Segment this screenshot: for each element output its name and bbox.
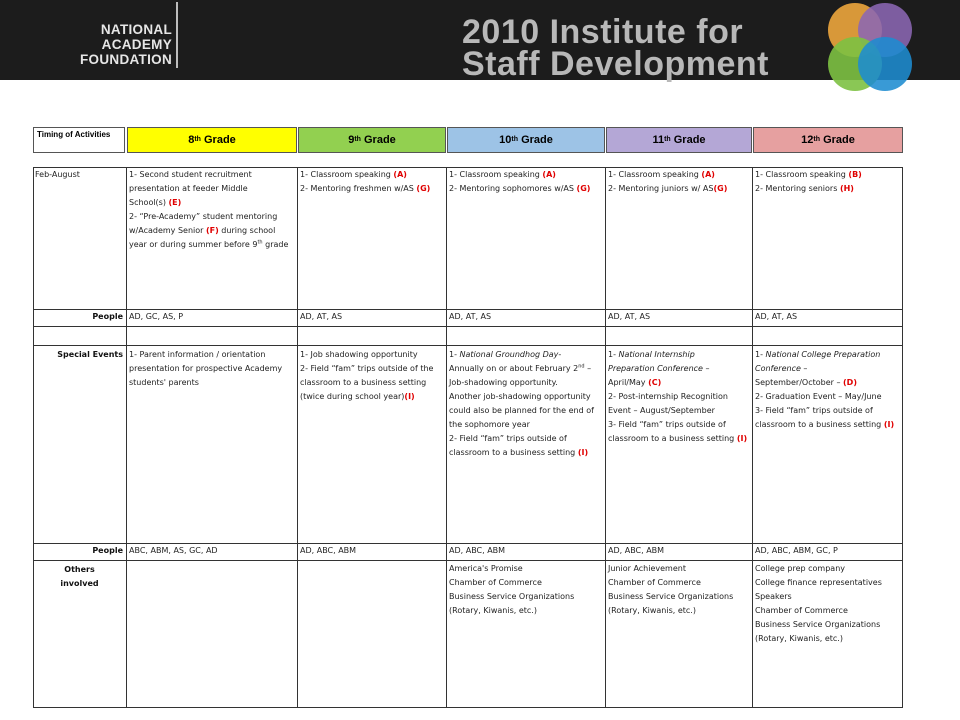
special-events-grade-10 bbox=[447, 348, 605, 460]
activity-line bbox=[300, 390, 446, 404]
grade-8-header: 8 th Grade bbox=[127, 127, 297, 153]
activity-line: the sophomore year bbox=[449, 420, 530, 429]
activity-code: (B) bbox=[848, 170, 862, 179]
special-events-grade-9 bbox=[298, 348, 446, 404]
activity-line bbox=[608, 348, 752, 362]
activity-code: (E) bbox=[168, 198, 182, 207]
banner-divider bbox=[176, 2, 178, 68]
banner-title bbox=[462, 13, 769, 83]
people-grade-8: ABC, ABM, AS, GC, AD bbox=[129, 546, 218, 555]
activity-text: 1- bbox=[755, 350, 766, 359]
people-grade-12: AD, AT, AS bbox=[755, 312, 798, 321]
activity-text: classroom to a business setting bbox=[608, 434, 737, 443]
activity-line bbox=[449, 168, 605, 182]
activity-line: presentation at feeder Middle bbox=[129, 184, 248, 193]
organization: (Rotary, Kiwanis, etc.) bbox=[608, 606, 696, 615]
grade-num: 8 bbox=[188, 134, 195, 146]
event-name: National College Preparation bbox=[765, 350, 881, 359]
grade-11-header: 11 th Grade bbox=[606, 127, 752, 153]
feb-august-grade-9 bbox=[298, 168, 446, 196]
activity-code: (I) bbox=[736, 434, 748, 443]
activity-code: (C) bbox=[648, 378, 662, 387]
activity-line: 2- Graduation Event – May/June bbox=[755, 392, 882, 401]
organization: Chamber of Commerce bbox=[608, 578, 701, 587]
grade-10-header: 10 th Grade bbox=[447, 127, 605, 153]
activity-line: Event – August/September bbox=[608, 406, 715, 415]
activity-text: 1- Classroom speaking bbox=[300, 170, 394, 179]
activity-line: students' parents bbox=[129, 378, 199, 387]
feb-august-grade-12 bbox=[753, 168, 902, 196]
activity-text: during school bbox=[218, 226, 276, 235]
activity-text: 1- bbox=[608, 350, 619, 359]
activity-code: (G) bbox=[576, 184, 591, 193]
organization: Speakers bbox=[755, 592, 792, 601]
others-grade-10 bbox=[447, 562, 605, 618]
activity-text: 1- bbox=[449, 350, 460, 359]
activity-text: classroom to a business setting bbox=[755, 420, 884, 429]
activity-line: 1- Parent information / orientation bbox=[129, 350, 266, 359]
activity-line: could also be planned for the end of bbox=[449, 406, 594, 415]
table-rule bbox=[33, 326, 903, 327]
people-grade-8: AD, GC, AS, P bbox=[129, 312, 184, 321]
activity-line bbox=[755, 418, 902, 432]
grade-num: 9 bbox=[348, 134, 355, 146]
activity-text: Annually on or about February 2 bbox=[449, 364, 579, 373]
logo-circle-blue bbox=[858, 37, 912, 91]
activity-line: 3- Field “fam” trips outside of bbox=[608, 420, 726, 429]
activity-text: - bbox=[558, 350, 562, 359]
activity-line bbox=[608, 362, 752, 376]
organization: College finance representatives bbox=[755, 578, 882, 587]
feb-august-grade-11 bbox=[606, 168, 752, 196]
table-rule bbox=[33, 345, 903, 346]
activity-line bbox=[300, 168, 446, 182]
feb-august-grade-8 bbox=[127, 168, 297, 252]
activity-text: 2- Mentoring seniors bbox=[755, 184, 840, 193]
grade-num: 10 bbox=[499, 134, 512, 146]
activity-text: grade bbox=[262, 240, 289, 249]
activity-code: (I) bbox=[404, 392, 415, 401]
activity-line: 1- Second student recruitment bbox=[129, 170, 252, 179]
activity-code: (A) bbox=[701, 170, 715, 179]
activity-line bbox=[755, 348, 902, 362]
table-rule bbox=[902, 167, 903, 707]
activity-code: (F) bbox=[205, 226, 219, 235]
activity-line: classroom to a business setting bbox=[300, 378, 427, 387]
activity-code: (A) bbox=[542, 170, 556, 179]
activity-text: – bbox=[584, 364, 592, 373]
organization: Business Service Organizations bbox=[755, 620, 881, 629]
feb-august-label bbox=[33, 168, 125, 182]
row-label: Feb-August bbox=[35, 170, 80, 179]
activity-text: School(s) bbox=[129, 198, 169, 207]
activity-text: 1- Classroom speaking bbox=[755, 170, 849, 179]
activity-code: (A) bbox=[393, 170, 407, 179]
table-rule bbox=[297, 167, 298, 707]
activity-text: April/May bbox=[608, 378, 649, 387]
grade-label: Grade bbox=[823, 134, 855, 146]
activity-line: Another job-shadowing opportunity bbox=[449, 392, 591, 401]
activity-line bbox=[129, 238, 297, 252]
activity-text: September/October – bbox=[755, 378, 844, 387]
activity-code: (I) bbox=[883, 420, 895, 429]
others-grade-12 bbox=[753, 562, 902, 646]
activity-text: classroom to a business setting bbox=[449, 448, 578, 457]
activity-line bbox=[129, 224, 297, 238]
activity-line bbox=[755, 168, 902, 182]
others-grade-11 bbox=[606, 562, 752, 618]
feb-august-grade-10 bbox=[447, 168, 605, 196]
table-rule bbox=[33, 707, 903, 708]
people-label: People bbox=[92, 546, 123, 555]
activity-line: 3- Field “fam” trips outside of bbox=[755, 406, 873, 415]
timing-of-activities-header bbox=[33, 127, 125, 153]
activity-text: 2- Mentoring juniors w/ AS bbox=[608, 184, 714, 193]
activity-line bbox=[608, 168, 752, 182]
people-grade-10: AD, AT, AS bbox=[449, 312, 492, 321]
activity-line bbox=[755, 376, 902, 390]
organization: Chamber of Commerce bbox=[755, 606, 848, 615]
organization: (Rotary, Kiwanis, etc.) bbox=[449, 606, 537, 615]
activity-text: (twice during school year) bbox=[300, 392, 405, 401]
institute-logo-circles bbox=[810, 0, 930, 100]
grade-label: Grade bbox=[673, 134, 706, 146]
others-involved-label bbox=[33, 563, 126, 591]
grade-12-header: 12 th Grade bbox=[753, 127, 903, 153]
people-grade-11: AD, AT, AS bbox=[608, 312, 651, 321]
special-events-label: Special Events bbox=[57, 350, 123, 359]
activity-code: (G) bbox=[713, 184, 728, 193]
activity-line bbox=[449, 182, 605, 196]
special-events-grade-11 bbox=[606, 348, 752, 446]
activity-text: 1- Classroom speaking bbox=[608, 170, 702, 179]
activity-line: Job-shadowing opportunity. bbox=[449, 378, 558, 387]
activity-text: 1- Classroom speaking bbox=[449, 170, 543, 179]
activity-line bbox=[300, 182, 446, 196]
organization: Business Service Organizations bbox=[608, 592, 734, 601]
naf-line: NATIONAL bbox=[100, 22, 172, 37]
activity-line bbox=[755, 362, 902, 376]
grade-label: Grade bbox=[204, 134, 236, 146]
activity-line bbox=[449, 362, 605, 376]
special-events-grade-8 bbox=[127, 348, 297, 390]
organization: (Rotary, Kiwanis, etc.) bbox=[755, 634, 843, 643]
activity-code: (H) bbox=[839, 184, 854, 193]
activity-line bbox=[129, 196, 297, 210]
activity-text: 2- Mentoring freshmen w/AS bbox=[300, 184, 417, 193]
grade-label: Grade bbox=[521, 134, 553, 146]
naf-line: ACADEMY bbox=[101, 37, 172, 52]
superscript: nd bbox=[578, 363, 585, 370]
table-rule bbox=[33, 167, 34, 707]
timing-label: Timing of Activities bbox=[37, 130, 111, 139]
people-grade-12: AD, ABC, ABM, GC, P bbox=[755, 546, 838, 555]
activity-text: – bbox=[702, 364, 710, 373]
table-rule bbox=[33, 560, 903, 561]
event-name: Preparation Conference bbox=[608, 364, 703, 373]
people-grade-10: AD, ABC, ABM bbox=[449, 546, 506, 555]
grade-num: 12 bbox=[801, 134, 814, 146]
activity-line bbox=[608, 376, 752, 390]
banner-title-line: 2010 Institute for bbox=[462, 13, 744, 51]
activity-code: (I) bbox=[577, 448, 589, 457]
grade-label: Grade bbox=[364, 134, 396, 146]
activity-line: presentation for prospective Academy bbox=[129, 364, 283, 373]
activity-line bbox=[755, 182, 902, 196]
grade-9-header: 9 th Grade bbox=[298, 127, 446, 153]
people-grade-9: AD, ABC, ABM bbox=[300, 546, 357, 555]
organization: Junior Achievement bbox=[608, 564, 686, 573]
activity-line bbox=[608, 432, 752, 446]
people-grade-9: AD, AT, AS bbox=[300, 312, 343, 321]
label-line: Others bbox=[64, 565, 95, 574]
activity-line: 2- Field “fam” trips outside of the bbox=[300, 364, 434, 373]
people-grade-11: AD, ABC, ABM bbox=[608, 546, 665, 555]
activity-line: 2- Post-internship Recognition bbox=[608, 392, 728, 401]
activity-line bbox=[449, 348, 605, 362]
event-name: National Groundhog Day bbox=[459, 350, 559, 359]
superscript: th bbox=[257, 239, 263, 246]
organization: Business Service Organizations bbox=[449, 592, 575, 601]
naf-logo-text bbox=[72, 22, 172, 67]
special-events-grade-12 bbox=[753, 348, 902, 432]
grade-num: 11 bbox=[652, 134, 665, 146]
event-name: National Internship bbox=[618, 350, 695, 359]
activity-text: 2- Mentoring sophomores w/AS bbox=[449, 184, 577, 193]
activity-line: 2- Field “fam” trips outside of bbox=[449, 434, 567, 443]
organization: College prep company bbox=[755, 564, 845, 573]
activity-text: year or during summer before 9 bbox=[129, 240, 258, 249]
activity-code: (G) bbox=[416, 184, 431, 193]
people-label: People bbox=[92, 312, 123, 321]
event-name: Conference bbox=[755, 364, 801, 373]
activity-line bbox=[608, 182, 752, 196]
activity-text: w/Academy Senior bbox=[129, 226, 206, 235]
activity-line: 2- “Pre-Academy” student mentoring bbox=[129, 212, 278, 221]
organization: America's Promise bbox=[449, 564, 523, 573]
activity-code: (D) bbox=[843, 378, 857, 387]
label-line: involved bbox=[60, 579, 99, 588]
activity-line bbox=[449, 446, 605, 460]
naf-line: FOUNDATION bbox=[80, 52, 172, 67]
organization: Chamber of Commerce bbox=[449, 578, 542, 587]
activity-text: – bbox=[800, 364, 808, 373]
activity-line: 1- Job shadowing opportunity bbox=[300, 350, 418, 359]
banner-title-line: Staff Development bbox=[462, 45, 769, 83]
